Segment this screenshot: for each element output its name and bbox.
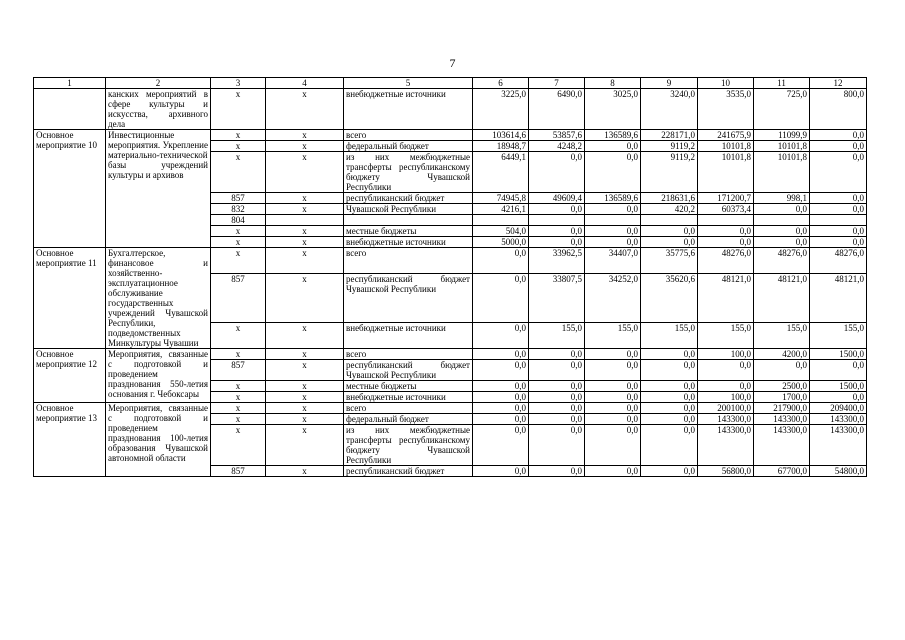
code-cell: x — [211, 425, 266, 466]
funding-source: республиканский бюджет Чувашской Республики — [344, 273, 473, 322]
code-cell: x — [266, 323, 344, 349]
amount-cell: 725,0 — [754, 89, 810, 130]
amount-cell: 48276,0 — [810, 248, 867, 274]
amount-cell: 143300,0 — [810, 414, 867, 425]
funding-source: внебюджетные источники — [344, 392, 473, 403]
code-cell: 857 — [211, 360, 266, 381]
amount-cell: 0,0 — [641, 360, 698, 381]
amount-cell: 0,0 — [585, 226, 641, 237]
amount-cell: 3535,0 — [698, 89, 754, 130]
amount-cell: 136589,6 — [585, 193, 641, 204]
amount-cell: 56800,0 — [698, 466, 754, 477]
amount-cell: 0,0 — [754, 360, 810, 381]
code-cell: x — [211, 392, 266, 403]
amount-cell — [641, 215, 698, 226]
amount-cell: 0,0 — [810, 204, 867, 215]
code-cell: x — [211, 323, 266, 349]
amount-cell: 100,0 — [698, 392, 754, 403]
amount-cell: 0,0 — [529, 360, 585, 381]
amount-cell: 0,0 — [585, 349, 641, 360]
code-cell: x — [266, 349, 344, 360]
measure-name: Основное мероприятие 10 — [34, 130, 106, 248]
amount-cell: 0,0 — [529, 414, 585, 425]
amount-cell: 48121,0 — [810, 273, 867, 322]
amount-cell — [754, 215, 810, 226]
amount-cell: 143300,0 — [754, 425, 810, 466]
amount-cell — [529, 215, 585, 226]
amount-cell: 3025,0 — [585, 89, 641, 130]
amount-cell — [585, 215, 641, 226]
code-cell: x — [266, 381, 344, 392]
funding-source: всего — [344, 248, 473, 274]
amount-cell: 0,0 — [529, 466, 585, 477]
amount-cell: 0,0 — [585, 360, 641, 381]
funding-source: местные бюджеты — [344, 381, 473, 392]
amount-cell: 228171,0 — [641, 130, 698, 141]
code-cell: x — [266, 273, 344, 322]
col-header: 1 — [34, 78, 106, 89]
amount-cell: 0,0 — [641, 414, 698, 425]
amount-cell: 9119,2 — [641, 141, 698, 152]
funding-source: внебюджетные источники — [344, 237, 473, 248]
amount-cell: 10101,8 — [698, 152, 754, 193]
amount-cell: 49609,4 — [529, 193, 585, 204]
amount-cell: 103614,6 — [473, 130, 529, 141]
amount-cell: 0,0 — [473, 466, 529, 477]
code-cell: x — [211, 226, 266, 237]
amount-cell: 48276,0 — [698, 248, 754, 274]
amount-cell: 0,0 — [754, 204, 810, 215]
amount-cell: 200100,0 — [698, 403, 754, 414]
amount-cell — [698, 215, 754, 226]
amount-cell: 0,0 — [473, 248, 529, 274]
amount-cell: 9119,2 — [641, 152, 698, 193]
code-cell: x — [266, 466, 344, 477]
measure-description: Инвестиционные мероприятия. Укрепление материально-технической базы учреждений культуры и архивов — [106, 130, 211, 248]
amount-cell: 0,0 — [641, 349, 698, 360]
amount-cell: 0,0 — [473, 403, 529, 414]
funding-source: из них межбюджетные трансферты республиканскому бюджету Чувашской Республики — [344, 152, 473, 193]
amount-cell: 0,0 — [641, 466, 698, 477]
measure-name: Основное мероприятие 13 — [34, 403, 106, 477]
col-header: 2 — [106, 78, 211, 89]
amount-cell: 0,0 — [585, 141, 641, 152]
col-header: 7 — [529, 78, 585, 89]
col-header: 9 — [641, 78, 698, 89]
funding-source: из них межбюджетные трансферты республиканскому бюджету Чувашской Республики — [344, 425, 473, 466]
amount-cell: 0,0 — [529, 204, 585, 215]
amount-cell: 18948,7 — [473, 141, 529, 152]
amount-cell: 0,0 — [641, 237, 698, 248]
code-cell: x — [211, 130, 266, 141]
code-cell: x — [266, 414, 344, 425]
amount-cell: 241675,9 — [698, 130, 754, 141]
amount-cell: 0,0 — [754, 237, 810, 248]
amount-cell: 0,0 — [754, 226, 810, 237]
amount-cell: 0,0 — [641, 425, 698, 466]
amount-cell: 1700,0 — [754, 392, 810, 403]
amount-cell: 0,0 — [641, 226, 698, 237]
measure-description: Мероприятия, связанные с подготовкой и проведением празднования 100-летия образования Чувашской автономной области — [106, 403, 211, 477]
funding-source: местные бюджеты — [344, 226, 473, 237]
table-row — [34, 403, 867, 414]
amount-cell: 0,0 — [473, 392, 529, 403]
amount-cell: 3240,0 — [641, 89, 698, 130]
amount-cell: 0,0 — [529, 152, 585, 193]
amount-cell: 217900,0 — [754, 403, 810, 414]
code-cell: x — [266, 130, 344, 141]
amount-cell: 34407,0 — [585, 248, 641, 274]
measure-name — [34, 89, 106, 130]
amount-cell: 0,0 — [641, 381, 698, 392]
funding-source: республиканский бюджет — [344, 193, 473, 204]
measure-name: Основное мероприятие 11 — [34, 248, 106, 349]
code-cell: x — [266, 226, 344, 237]
amount-cell: 998,1 — [754, 193, 810, 204]
col-header: 6 — [473, 78, 529, 89]
amount-cell: 0,0 — [698, 360, 754, 381]
code-cell — [266, 215, 344, 226]
amount-cell: 420,2 — [641, 204, 698, 215]
amount-cell: 33962,5 — [529, 248, 585, 274]
table-row — [34, 349, 867, 360]
amount-cell: 0,0 — [810, 237, 867, 248]
amount-cell: 155,0 — [810, 323, 867, 349]
amount-cell: 0,0 — [585, 425, 641, 466]
code-cell: x — [266, 360, 344, 381]
code-cell: x — [266, 403, 344, 414]
code-cell: x — [266, 141, 344, 152]
amount-cell: 0,0 — [585, 204, 641, 215]
col-header: 8 — [585, 78, 641, 89]
amount-cell: 0,0 — [473, 414, 529, 425]
amount-cell: 0,0 — [529, 392, 585, 403]
col-header: 12 — [810, 78, 867, 89]
amount-cell: 60373,4 — [698, 204, 754, 215]
amount-cell: 67700,0 — [754, 466, 810, 477]
code-cell: x — [266, 204, 344, 215]
amount-cell: 0,0 — [585, 381, 641, 392]
amount-cell: 209400,0 — [810, 403, 867, 414]
amount-cell: 4200,0 — [754, 349, 810, 360]
code-cell: x — [211, 89, 266, 130]
amount-cell: 171200,7 — [698, 193, 754, 204]
code-cell: 857 — [211, 273, 266, 322]
table-body — [34, 89, 867, 477]
funding-source: внебюджетные источники — [344, 89, 473, 130]
amount-cell: 4216,1 — [473, 204, 529, 215]
amount-cell: 33807,5 — [529, 273, 585, 322]
amount-cell: 0,0 — [810, 130, 867, 141]
amount-cell: 1500,0 — [810, 349, 867, 360]
funding-source: Чувашской Республики — [344, 204, 473, 215]
code-cell: x — [266, 248, 344, 274]
amount-cell: 0,0 — [473, 425, 529, 466]
amount-cell: 0,0 — [585, 414, 641, 425]
amount-cell: 143300,0 — [698, 425, 754, 466]
amount-cell: 2500,0 — [754, 381, 810, 392]
measure-name: Основное мероприятие 12 — [34, 349, 106, 403]
amount-cell: 155,0 — [754, 323, 810, 349]
amount-cell: 0,0 — [585, 237, 641, 248]
amount-cell: 53857,6 — [529, 130, 585, 141]
amount-cell: 48276,0 — [754, 248, 810, 274]
code-cell: x — [211, 248, 266, 274]
amount-cell: 10101,8 — [754, 141, 810, 152]
amount-cell: 0,0 — [585, 392, 641, 403]
col-header: 5 — [344, 78, 473, 89]
amount-cell: 136589,6 — [585, 130, 641, 141]
measure-description: Бухгалтерское, финансовое и хозяйственно-эксплуатационное обслуживание государственных учреждений Чувашской Республики, подведомственных Минкультуры Чувашии — [106, 248, 211, 349]
amount-cell: 0,0 — [585, 403, 641, 414]
amount-cell: 0,0 — [810, 193, 867, 204]
code-cell: x — [266, 89, 344, 130]
table-header — [34, 78, 867, 89]
amount-cell: 6490,0 — [529, 89, 585, 130]
amount-cell: 0,0 — [698, 226, 754, 237]
funding-source: федеральный бюджет — [344, 141, 473, 152]
amount-cell — [810, 215, 867, 226]
amount-cell: 0,0 — [529, 226, 585, 237]
funding-source — [344, 215, 473, 226]
amount-cell: 0,0 — [473, 349, 529, 360]
amount-cell: 0,0 — [810, 226, 867, 237]
code-cell: 804 — [211, 215, 266, 226]
amount-cell: 143300,0 — [698, 414, 754, 425]
amount-cell: 10101,8 — [698, 141, 754, 152]
amount-cell: 0,0 — [810, 141, 867, 152]
amount-cell: 74945,8 — [473, 193, 529, 204]
measure-description: Мероприятия, связанные с подготовкой и проведением празднования 550-летия основания г. Чебоксары — [106, 349, 211, 403]
amount-cell: 0,0 — [810, 152, 867, 193]
amount-cell: 0,0 — [473, 360, 529, 381]
amount-cell: 6449,1 — [473, 152, 529, 193]
amount-cell: 0,0 — [473, 381, 529, 392]
amount-cell: 504,0 — [473, 226, 529, 237]
amount-cell — [473, 215, 529, 226]
funding-source: внебюджетные источники — [344, 323, 473, 349]
amount-cell: 1500,0 — [810, 381, 867, 392]
amount-cell: 155,0 — [698, 323, 754, 349]
amount-cell: 155,0 — [529, 323, 585, 349]
funding-source: республиканский бюджет Чувашской Республики — [344, 360, 473, 381]
code-cell: x — [266, 237, 344, 248]
col-header: 11 — [754, 78, 810, 89]
amount-cell: 11099,9 — [754, 130, 810, 141]
col-header: 4 — [266, 78, 344, 89]
code-cell: 857 — [211, 466, 266, 477]
amount-cell: 48121,0 — [754, 273, 810, 322]
budget-table — [33, 77, 867, 477]
funding-source: республиканский бюджет — [344, 466, 473, 477]
table-row — [34, 89, 867, 130]
col-header: 10 — [698, 78, 754, 89]
funding-source: всего — [344, 403, 473, 414]
amount-cell: 0,0 — [810, 360, 867, 381]
amount-cell: 155,0 — [641, 323, 698, 349]
code-cell: x — [266, 152, 344, 193]
code-cell: x — [211, 381, 266, 392]
amount-cell: 0,0 — [473, 273, 529, 322]
code-cell: x — [211, 414, 266, 425]
funding-source: всего — [344, 130, 473, 141]
amount-cell: 0,0 — [473, 323, 529, 349]
amount-cell: 34252,0 — [585, 273, 641, 322]
page-number: 7 — [449, 56, 456, 70]
col-header: 3 — [211, 78, 266, 89]
amount-cell: 5000,0 — [473, 237, 529, 248]
code-cell: x — [266, 392, 344, 403]
code-cell: x — [211, 349, 266, 360]
amount-cell: 0,0 — [810, 392, 867, 403]
table-row — [34, 130, 867, 141]
amount-cell: 0,0 — [698, 237, 754, 248]
amount-cell: 10101,8 — [754, 152, 810, 193]
measure-description: канских мероприятий в сфере культуры и искусства, архивного дела — [106, 89, 211, 130]
amount-cell: 0,0 — [698, 381, 754, 392]
amount-cell: 54800,0 — [810, 466, 867, 477]
amount-cell: 4248,2 — [529, 141, 585, 152]
amount-cell: 0,0 — [529, 237, 585, 248]
amount-cell: 48121,0 — [698, 273, 754, 322]
amount-cell: 155,0 — [585, 323, 641, 349]
amount-cell: 0,0 — [529, 349, 585, 360]
table-row — [34, 248, 867, 274]
amount-cell: 35620,6 — [641, 273, 698, 322]
amount-cell: 143300,0 — [810, 425, 867, 466]
amount-cell: 0,0 — [529, 425, 585, 466]
code-cell: 857 — [211, 193, 266, 204]
amount-cell: 100,0 — [698, 349, 754, 360]
amount-cell: 800,0 — [810, 89, 867, 130]
code-cell: 832 — [211, 204, 266, 215]
amount-cell: 0,0 — [641, 392, 698, 403]
code-cell: x — [211, 237, 266, 248]
amount-cell: 35775,6 — [641, 248, 698, 274]
amount-cell: 0,0 — [529, 403, 585, 414]
amount-cell: 3225,0 — [473, 89, 529, 130]
code-cell: x — [266, 425, 344, 466]
amount-cell: 0,0 — [529, 381, 585, 392]
funding-source: федеральный бюджет — [344, 414, 473, 425]
code-cell: x — [211, 141, 266, 152]
code-cell: x — [211, 152, 266, 193]
amount-cell: 0,0 — [641, 403, 698, 414]
amount-cell: 143300,0 — [754, 414, 810, 425]
code-cell: x — [211, 403, 266, 414]
amount-cell: 218631,6 — [641, 193, 698, 204]
amount-cell: 0,0 — [585, 152, 641, 193]
code-cell: x — [266, 193, 344, 204]
funding-source: всего — [344, 349, 473, 360]
amount-cell: 0,0 — [585, 466, 641, 477]
